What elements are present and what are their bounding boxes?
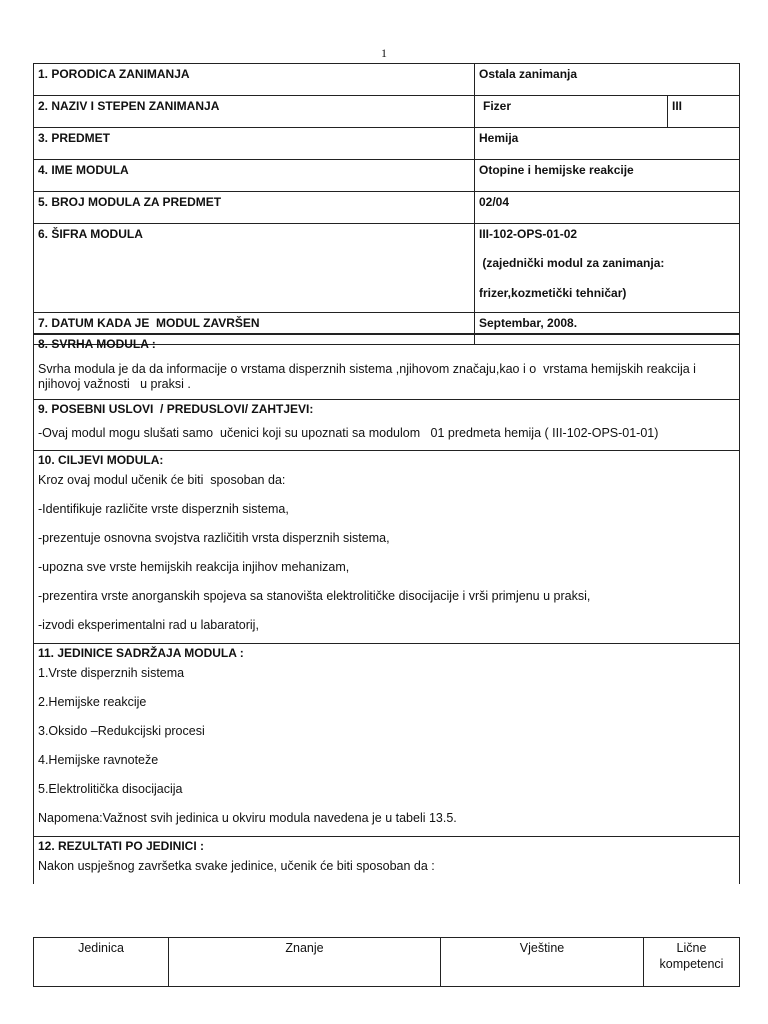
value-naziv: Fizer bbox=[475, 96, 668, 128]
section-title: 11. JEDINICE SADRŽAJA MODULA : bbox=[38, 646, 244, 660]
section-title: 12. REZULTATI PO JEDINICI : bbox=[38, 839, 205, 853]
section-title: 10. CILJEVI MODULA: bbox=[38, 453, 164, 467]
table-header-row bbox=[34, 938, 740, 987]
column-header-znanje: Znanje bbox=[169, 938, 441, 987]
value-broj-modula: 02/04 bbox=[475, 192, 740, 224]
section-preduslovi bbox=[34, 400, 740, 451]
value-predmet: Hemija bbox=[475, 128, 740, 160]
rezultati-intro: Nakon uspješnog završetka svake jedinice, učenik će biti sposoban da : bbox=[38, 859, 435, 873]
sifra-note-line1: (zajednički modul za zanimanja: bbox=[479, 256, 665, 270]
list-item: 1.Vrste disperznih sistema bbox=[38, 666, 185, 680]
list-item: -upozna sve vrste hemijskih reakcija injihov mehanizam, bbox=[38, 560, 350, 574]
column-header-jedinica: Jedinica bbox=[34, 938, 169, 987]
label-naziv: 2. NAZIV I STEPEN ZANIMANJA bbox=[34, 96, 475, 128]
label-porodica: 1. PORODICA ZANIMANJA bbox=[34, 64, 475, 96]
section-rezultati bbox=[34, 837, 740, 885]
header-line: kompetenci bbox=[659, 957, 724, 971]
table-row bbox=[34, 64, 740, 96]
value-sifra-modula bbox=[475, 224, 740, 313]
module-sections-table bbox=[33, 333, 740, 884]
list-item: 5.Elektrolitička disocijacija bbox=[38, 782, 183, 796]
list-item: Napomena:Važnost svih jedinica u okviru modula navedena je u tabeli 13.5. bbox=[38, 811, 457, 825]
label-broj-modula: 5. BROJ MODULA ZA PREDMET bbox=[34, 192, 475, 224]
preduslovi-text: -Ovaj modul mogu slušati samo učenici koji su upoznati sa modulom 01 predmeta hemija ( III-102-OPS-01-01) bbox=[38, 426, 659, 440]
page-number: 1 bbox=[381, 46, 387, 60]
label-ime-modula: 4. IME MODULA bbox=[34, 160, 475, 192]
value-datum: Septembar, 2008. bbox=[475, 313, 740, 345]
section-jedinice bbox=[34, 644, 740, 837]
section-title: 9. POSEBNI USLOVI / PREDUSLOVI/ ZAHTJEVI: bbox=[38, 402, 314, 416]
value-porodica: Ostala zanimanja bbox=[475, 64, 740, 96]
list-item: -prezentuje osnovna svojstva različitih vrsta disperznih sistema, bbox=[38, 531, 390, 545]
list-item: 2.Hemijske reakcije bbox=[38, 695, 147, 709]
table-row bbox=[34, 224, 740, 313]
label-predmet: 3. PREDMET bbox=[34, 128, 475, 160]
header-line: Lične bbox=[676, 941, 707, 955]
table-row bbox=[34, 192, 740, 224]
section-svrha bbox=[34, 334, 740, 400]
list-item: -Identifikuje različite vrste disperznih sistema, bbox=[38, 502, 289, 516]
value-ime-modula: Otopine i hemijske reakcije bbox=[475, 160, 740, 192]
value-stepen: III bbox=[668, 96, 740, 128]
results-table bbox=[33, 937, 740, 987]
list-item: 4.Hemijske ravnoteže bbox=[38, 753, 159, 767]
module-info-table bbox=[33, 63, 740, 345]
sifra-code: III-102-OPS-01-02 bbox=[479, 227, 578, 241]
column-header-licne-kompetencije bbox=[644, 938, 740, 987]
table-row bbox=[34, 128, 740, 160]
section-title: 8. SVRHA MODULA : bbox=[38, 337, 156, 351]
table-row bbox=[34, 96, 740, 128]
table-row bbox=[34, 160, 740, 192]
label-sifra-modula: 6. ŠIFRA MODULA bbox=[34, 224, 475, 313]
list-item: Kroz ovaj modul učenik će biti sposoban da: bbox=[38, 473, 286, 487]
column-header-vjestine: Vještine bbox=[441, 938, 644, 987]
svrha-text: Svrha modula je da da informacije o vrstama disperznih sistema ,njihovom značaju,kao i o vrstama hemijskih reakcija i njihovoj važnosti u praksi . bbox=[38, 362, 700, 391]
sifra-note-line2: frizer,kozmetički tehničar) bbox=[479, 286, 627, 300]
list-item: -prezentira vrste anorganskih spojeva sa stanovišta elektrolitičke disocijacije i vrši primjenu u praksi, bbox=[38, 589, 591, 603]
section-ciljevi bbox=[34, 451, 740, 644]
label-datum: 7. DATUM KADA JE MODUL ZAVRŠEN bbox=[34, 313, 475, 345]
list-item: 3.Oksido –Redukcijski procesi bbox=[38, 724, 205, 738]
list-item: -izvodi eksperimentalni rad u labaratorij, bbox=[38, 618, 259, 632]
